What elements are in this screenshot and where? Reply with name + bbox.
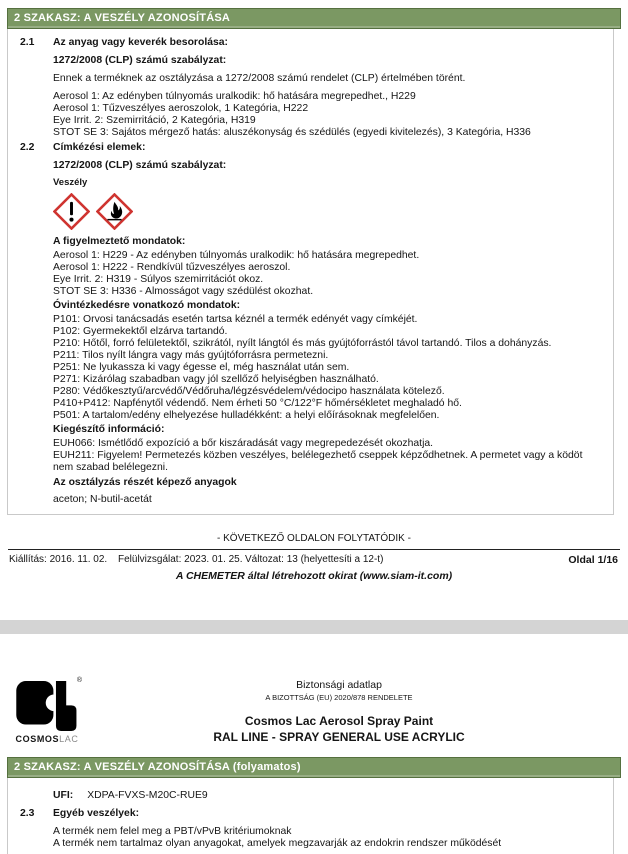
registered-mark: ® (76, 677, 82, 684)
cosmoslac-logo-icon (15, 679, 79, 733)
ghs-pictograms (53, 193, 603, 230)
precautionary-statement: P501: A tartalom/edény elhelyezése hulladékként: a helyi előírásoknak megfelelően. (53, 410, 440, 421)
substances-heading: Az osztályzás részét képező anyagok (53, 477, 237, 488)
version-info: Változat: 13 (helyettesíti a 12-t) (245, 554, 384, 565)
classification-item: STOT SE 3: Sajátos mérgező hatás: aluszékonyság és szédülés (egyedi kivitelezés), 3 Kategória, H336 (53, 127, 531, 138)
page-number: Oldal 1/16 (568, 554, 618, 566)
hazard-statements-list (53, 250, 603, 298)
section-2-continued-body (7, 778, 614, 854)
brand-wordmark (8, 734, 86, 744)
hazard-statements-heading: A figyelmeztető mondatok: (53, 236, 186, 247)
product-line: RAL LINE - SPRAY GENERAL USE ACRYLIC (213, 730, 465, 744)
precautionary-statement: P101: Orvosi tanácsadás esetén tartsa kéznél a termék edényét vagy címkéjét. (53, 314, 418, 325)
subsection-title: Címkézési elemek: (53, 142, 146, 153)
classification-item: Aerosol 1: Tűzveszélyes aeroszolok, 1 Kategória, H222 (53, 103, 309, 114)
revision-date: Felülvizsgálat: 2023. 01. 25. (118, 554, 243, 565)
ufi-value: XDPA-FVXS-M20C-RUE9 (87, 790, 208, 801)
document-type: Biztonsági adatlap (296, 679, 382, 691)
supplemental-statement: EUH066: Ismétlődő expozíció a bőr kiszáradását vagy megrepedezését okozhatja. (53, 438, 434, 449)
precautionary-statement: P211: Tilos nyílt lángra vagy más gyújtóforrásra permetezni. (53, 350, 329, 361)
classification-list (53, 91, 603, 139)
subsection-number: 2.1 (20, 37, 35, 48)
hazard-statement: Eye Irrit. 2: H319 - Súlyos szemirritációt okoz. (53, 274, 264, 285)
supplemental-statements-list (53, 438, 603, 474)
hazard-statement: Aerosol 1: H222 - Rendkívül tűzveszélyes aeroszol. (53, 262, 291, 273)
subsection-title: Egyéb veszélyek: (53, 808, 140, 819)
footer-divider (8, 549, 620, 550)
continuation-note: - KÖVETKEZŐ OLDALON FOLYTATÓDIK - (217, 533, 411, 544)
precautionary-statement: P410+P412: Napfénytől védendő. Nem érheti 50 °C/122°F hőmérsékletet meghaladó hő. (53, 398, 462, 409)
classification-item: Aerosol 1: Az edényben túlnyomás uralkodik: hő hatására megrepedhet., H229 (53, 91, 416, 102)
precautionary-statement: P271: Kizárólag szabadban vagy jól szellőző helyiségben használható. (53, 374, 379, 385)
product-name: Cosmos Lac Aerosol Spray Paint (244, 714, 434, 728)
other-hazard-line: A termék nem felel meg a PBT/vPvB kritériumoknak (53, 826, 292, 837)
precautionary-statement: P102: Gyermekektől elzárva tartandó. (53, 326, 228, 337)
other-hazards-list (53, 826, 603, 850)
supplemental-statement: EUH211: Figyelem! Permetezés közben veszélyes, belélegezhető cseppek képződhetnek. A permetet vagy a ködöt nem szabad belélegezni. (53, 450, 583, 473)
subsection-2-1-title-row (20, 37, 603, 49)
document-regulation: A BIZOTTSÁG (EU) 2020/878 RENDELETE (265, 693, 413, 702)
cosmoslac-logo (8, 679, 86, 744)
substances-value: aceton; N-butil-acetát (53, 494, 152, 505)
precautionary-statement: P280: Védőkesztyű/arcvédő/Védőruha/légzésvédelem/védocipo használata kötelező. (53, 386, 445, 397)
ghs07-exclamation-icon (53, 193, 90, 230)
signal-word: Veszély (53, 177, 88, 188)
subsection-title: Az anyag vagy keverék besorolása: (53, 37, 229, 48)
section-2-header: 2 SZAKASZ: A VESZÉLY AZONOSÍTÁSA (7, 8, 621, 29)
brand-bold: COSMOS (15, 734, 60, 744)
clp-regulation-heading: 1272/2008 (CLP) számú szabályzat: (53, 55, 227, 66)
clp-regulation-heading: 1272/2008 (CLP) számú szabályzat: (53, 160, 227, 171)
classification-intro: Ennek a terméknek az osztályzása a 1272/2008 számú rendelet (CLP) értelmében törént. (53, 73, 466, 84)
subsection-2-2-title-row (20, 142, 603, 154)
generator-credit: A CHEMETER által létrehozott okirat (www.siam-it.com) (175, 570, 453, 582)
page-footer (0, 554, 628, 567)
hazard-statement: Aerosol 1: H229 - Az edényben túlnyomás uralkodik: hő hatására megrepedhet. (53, 250, 420, 261)
section-2-continued-header: 2 SZAKASZ: A VESZÉLY AZONOSÍTÁSA (folyamatos) (7, 757, 621, 778)
subsection-number: 2.2 (20, 142, 35, 153)
ufi-row (20, 790, 603, 802)
classification-item: Eye Irrit. 2: Szemirritáció, 2 Kategória, H319 (53, 115, 256, 126)
hazard-statement: STOT SE 3: H336 - Almosságot vagy szédülést okozhat. (53, 286, 314, 297)
supplemental-info-heading: Kiegészítő információ: (53, 424, 165, 435)
other-hazard-line: A termék nem tartalmaz olyan anyagokat, amelyek megzavarják az endokrin rendszer működését (53, 838, 502, 849)
brand-light: LAC (59, 734, 79, 744)
document-title-block (110, 679, 568, 744)
section-2-body (7, 29, 614, 515)
issue-date: Kiállítás: 2016. 11. 02. (9, 554, 108, 565)
ghs02-flame-icon (96, 193, 133, 230)
page-2 (0, 679, 628, 854)
page-2-header (0, 679, 628, 757)
precautionary-statements-list (53, 314, 603, 422)
ufi-label: UFI: (53, 790, 74, 801)
subsection-2-3-title-row (20, 808, 603, 820)
precautionary-statement: P251: Ne lyukassza ki vagy égesse el, még használat után sem. (53, 362, 350, 373)
precautionary-statement: P210: Hőtől, forró felületektől, szikrától, nyílt lángtól és más gyújtóforrástól távol tartandó. Tilos a dohányzás. (53, 338, 552, 349)
subsection-number: 2.3 (20, 808, 35, 819)
page-separator (0, 620, 628, 634)
precautionary-statements-heading: Óvintézkedésre vonatkozó mondatok: (53, 300, 241, 311)
